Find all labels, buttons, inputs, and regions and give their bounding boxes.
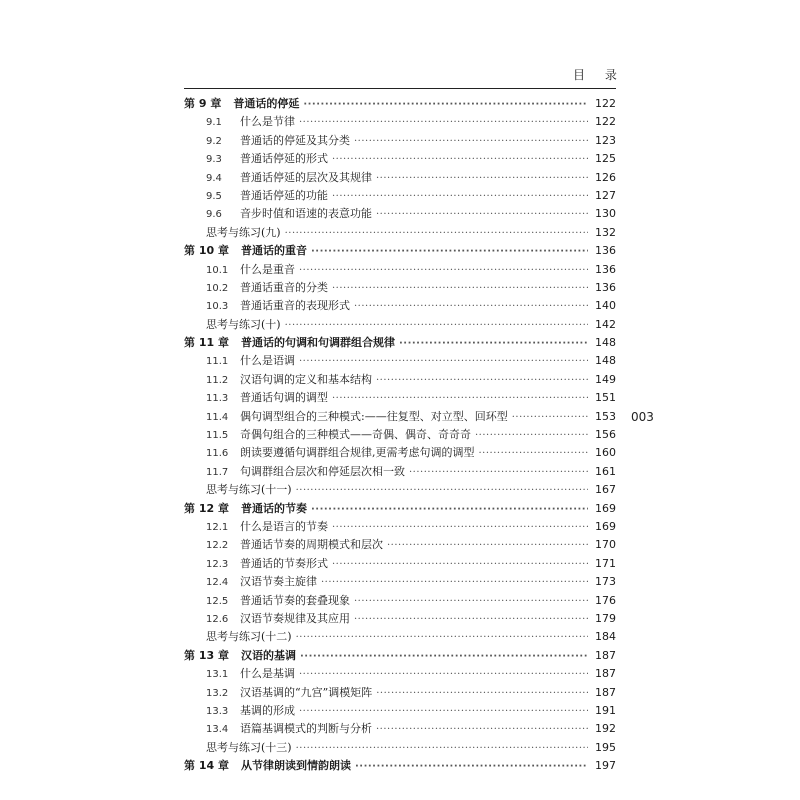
- toc-entry-title: 语篇基调模式的判断与分析: [240, 722, 372, 736]
- toc-entry-page: 169: [595, 501, 616, 515]
- toc-exercise-entry[interactable]: [184, 481, 616, 499]
- dot-leader: [355, 758, 588, 775]
- toc-entry-number: 9.5: [206, 190, 222, 202]
- dot-leader: [376, 170, 588, 187]
- toc-section-entry[interactable]: [184, 408, 616, 426]
- toc-entry-title: 普通话的节奏形式: [240, 556, 328, 570]
- toc-entry-title: 音步时值和语速的表意功能: [240, 207, 372, 221]
- toc-header-title: 目 录: [573, 68, 618, 82]
- toc-chapter-entry[interactable]: [184, 757, 616, 775]
- toc-entry-title: 普通话的句调和句调群组合规律: [240, 336, 395, 350]
- toc-entry-page: 184: [595, 630, 616, 644]
- toc-entry-page: 173: [595, 575, 616, 589]
- toc-entry-page: 170: [595, 538, 616, 552]
- toc-entry-page: 153: [595, 409, 616, 423]
- dot-leader: [332, 556, 588, 573]
- toc-entry-number: 第 14 章: [184, 759, 229, 773]
- table-of-contents: [184, 95, 616, 775]
- dot-leader: [354, 133, 588, 150]
- toc-entry-page: 149: [595, 372, 616, 386]
- toc-section-entry[interactable]: [184, 187, 616, 205]
- toc-section-entry[interactable]: [184, 261, 616, 279]
- toc-entry-page: 156: [595, 428, 616, 442]
- toc-entry-title: 普通话的停延及其分类: [240, 133, 350, 147]
- header-divider: [184, 88, 616, 89]
- toc-section-entry[interactable]: [184, 702, 616, 720]
- toc-entry-page: 187: [595, 685, 616, 699]
- toc-entry-number: 第 13 章: [184, 648, 229, 662]
- toc-entry-page: 176: [595, 593, 616, 607]
- toc-entry-number: 11.6: [206, 448, 229, 460]
- toc-entry-title: 普通话的停延: [233, 97, 300, 110]
- toc-entry-title: 什么是语调: [240, 354, 295, 368]
- toc-section-entry[interactable]: [184, 536, 616, 554]
- toc-entry-title: 什么是语言的节奏: [240, 519, 328, 533]
- toc-entry-title: 汉语节奏规律及其应用: [240, 611, 350, 625]
- toc-entry-number: 10.1: [206, 264, 229, 276]
- toc-entry-title: 偶句调型组合的三种模式:——往复型、对立型、回环型: [240, 409, 508, 423]
- toc-entry-number: 11.5: [206, 430, 229, 442]
- toc-entry-number: 第 10 章: [184, 244, 229, 258]
- toc-entry-title: 汉语基调的“九宫”调模矩阵: [240, 685, 373, 699]
- toc-entry-title: 普通话句调的调型: [240, 391, 328, 405]
- toc-entry-number: 12.6: [206, 613, 229, 625]
- toc-entry-number: 12.3: [206, 558, 229, 570]
- dot-leader: [332, 390, 588, 407]
- toc-entry-number: 11.7: [206, 466, 229, 478]
- toc-section-entry[interactable]: [184, 720, 616, 738]
- toc-section-entry[interactable]: [184, 592, 616, 610]
- toc-entry-page: 191: [595, 703, 616, 717]
- toc-section-entry[interactable]: [184, 297, 616, 315]
- toc-entry-page: 179: [595, 611, 616, 625]
- toc-entry-title: 汉语节奏主旋律: [240, 575, 317, 589]
- toc-entry-title: 什么是节律: [240, 115, 295, 129]
- toc-entry-number: 9.6: [206, 209, 222, 221]
- toc-section-entry[interactable]: [184, 169, 616, 187]
- toc-entry-number: 10.3: [206, 301, 229, 313]
- dot-leader: [299, 666, 588, 683]
- dot-leader: [296, 482, 588, 499]
- page-number: 003: [631, 410, 654, 424]
- toc-entry-page: 148: [595, 336, 616, 350]
- toc-exercise-entry[interactable]: [184, 316, 616, 334]
- toc-chapter-entry[interactable]: [184, 242, 616, 260]
- toc-entry-page: 136: [595, 244, 616, 258]
- toc-section-entry[interactable]: [184, 279, 616, 297]
- dot-leader: [332, 188, 588, 205]
- toc-entry-page: 160: [595, 446, 616, 460]
- toc-entry-title: 什么是基调: [240, 667, 295, 681]
- dot-leader: [299, 262, 588, 279]
- toc-entry-number: 13.4: [206, 724, 229, 736]
- toc-entry-page: 192: [595, 722, 616, 736]
- toc-entry-number: 12.4: [206, 577, 229, 589]
- toc-entry-title: 汉语句调的定义和基本结构: [240, 372, 372, 386]
- dot-leader: [376, 372, 588, 389]
- toc-chapter-entry[interactable]: [184, 647, 616, 665]
- toc-entry-title: 普通话节奏的周期模式和层次: [240, 538, 383, 552]
- toc-entry-number: 12.2: [206, 540, 229, 552]
- toc-entry-title: 普通话的重音: [240, 244, 307, 258]
- toc-section-entry[interactable]: [184, 113, 616, 131]
- dot-leader: [354, 298, 588, 315]
- toc-section-entry[interactable]: [184, 463, 616, 481]
- toc-section-entry[interactable]: [184, 389, 616, 407]
- toc-chapter-entry[interactable]: [184, 334, 616, 352]
- toc-entry-number: 10.2: [206, 282, 229, 294]
- toc-section-entry[interactable]: [184, 573, 616, 591]
- dot-leader: [376, 206, 588, 223]
- dot-leader: [296, 740, 588, 757]
- toc-entry-page: 151: [595, 391, 616, 405]
- toc-chapter-entry[interactable]: [184, 500, 616, 518]
- toc-section-entry[interactable]: [184, 555, 616, 573]
- toc-entry-title: 思考与练习(十): [206, 317, 281, 331]
- toc-entry-page: 125: [595, 152, 616, 166]
- dot-leader: [299, 353, 588, 370]
- dot-leader: [321, 574, 588, 591]
- dot-leader: [475, 427, 588, 444]
- toc-entry-page: 167: [595, 483, 616, 497]
- toc-entry-number: 第 11 章: [184, 336, 229, 350]
- dot-leader: [387, 537, 588, 554]
- dot-leader: [409, 464, 588, 481]
- toc-entry-number: 11.2: [206, 374, 229, 386]
- toc-entry-title: 思考与练习(九): [206, 225, 281, 239]
- dot-leader: [479, 445, 589, 462]
- toc-entry-number: 12.1: [206, 521, 229, 533]
- dot-leader: [376, 721, 588, 738]
- toc-entry-page: 195: [595, 740, 616, 754]
- toc-section-entry[interactable]: [184, 518, 616, 536]
- toc-entry-title: 什么是重音: [240, 262, 295, 276]
- toc-section-entry[interactable]: [184, 352, 616, 370]
- toc-section-entry[interactable]: [184, 132, 616, 150]
- toc-section-entry[interactable]: [184, 665, 616, 683]
- toc-entry-number: 9.3: [206, 154, 222, 166]
- toc-entry-page: 171: [595, 556, 616, 570]
- dot-leader: [303, 96, 588, 113]
- toc-entry-number: 第 9 章: [184, 97, 222, 110]
- dot-leader: [332, 151, 588, 168]
- toc-entry-page: 140: [595, 299, 616, 313]
- toc-entry-title: 句调群组合层次和停延层次相一致: [240, 464, 405, 478]
- dot-leader: [332, 280, 588, 297]
- toc-entry-page: 126: [595, 170, 616, 184]
- toc-entry-page: 161: [595, 464, 616, 478]
- toc-entry-number: 9.4: [206, 172, 222, 184]
- toc-entry-page: 136: [595, 262, 616, 276]
- toc-exercise-entry[interactable]: [184, 628, 616, 646]
- toc-section-entry[interactable]: [184, 371, 616, 389]
- toc-section-entry[interactable]: [184, 444, 616, 462]
- dot-leader: [332, 519, 588, 536]
- toc-entry-page: 122: [595, 115, 616, 129]
- toc-entry-number: 13.2: [206, 687, 229, 699]
- dot-leader: [285, 317, 588, 334]
- toc-section-entry[interactable]: [184, 610, 616, 628]
- toc-entry-title: 基调的形成: [240, 703, 295, 717]
- dot-leader: [300, 648, 588, 665]
- toc-entry-page: 148: [595, 354, 616, 368]
- toc-entry-page: 127: [595, 188, 616, 202]
- toc-section-entry[interactable]: [184, 426, 616, 444]
- dot-leader: [354, 593, 588, 610]
- dot-leader: [311, 243, 588, 260]
- dot-leader: [512, 409, 588, 426]
- dot-leader: [311, 501, 588, 518]
- toc-entry-title: 普通话停延的层次及其规律: [240, 170, 372, 184]
- toc-entry-number: 11.4: [206, 411, 229, 423]
- toc-entry-title: 朗读要遵循句调群组合规律,更需考虑句调的调型: [240, 446, 475, 460]
- toc-entry-title: 奇偶句组合的三种模式——奇偶、偶奇、奇奇奇: [240, 428, 471, 442]
- toc-entry-page: 197: [595, 759, 616, 773]
- toc-entry-title: 普通话重音的分类: [240, 280, 328, 294]
- toc-entry-number: 9.1: [206, 117, 222, 129]
- toc-entry-number: 13.1: [206, 669, 229, 681]
- toc-entry-title: 思考与练习(十三): [206, 740, 292, 754]
- toc-section-entry[interactable]: [184, 684, 616, 702]
- toc-entry-page: 123: [595, 133, 616, 147]
- toc-entry-title: 普通话节奏的套叠现象: [240, 593, 350, 607]
- toc-entry-title: 汉语的基调: [240, 648, 296, 662]
- dot-leader: [285, 225, 588, 242]
- toc-entry-number: 13.3: [206, 705, 229, 717]
- dot-leader: [399, 335, 588, 352]
- toc-chapter-entry[interactable]: [184, 95, 616, 113]
- toc-entry-page: 122: [595, 97, 616, 110]
- toc-entry-page: 169: [595, 519, 616, 533]
- dot-leader: [376, 685, 588, 702]
- toc-entry-number: 11.1: [206, 356, 229, 368]
- toc-entry-page: 187: [595, 667, 616, 681]
- dot-leader: [299, 703, 588, 720]
- toc-exercise-entry[interactable]: [184, 224, 616, 242]
- toc-entry-title: 从节律朗读到情韵朗读: [240, 759, 351, 773]
- toc-entry-page: 136: [595, 280, 616, 294]
- toc-entry-title: 普通话的节奏: [240, 501, 307, 515]
- toc-section-entry[interactable]: [184, 205, 616, 223]
- toc-exercise-entry[interactable]: [184, 739, 616, 757]
- toc-section-entry[interactable]: [184, 150, 616, 168]
- toc-entry-title: 思考与练习(十一): [206, 483, 292, 497]
- toc-entry-title: 普通话停延的形式: [240, 152, 328, 166]
- toc-entry-number: 9.2: [206, 135, 222, 147]
- toc-entry-title: 思考与练习(十二): [206, 630, 292, 644]
- toc-entry-title: 普通话重音的表现形式: [240, 299, 350, 313]
- toc-entry-number: 11.3: [206, 393, 229, 405]
- toc-entry-page: 132: [595, 225, 616, 239]
- toc-entry-number: 第 12 章: [184, 501, 229, 515]
- dot-leader: [354, 611, 588, 628]
- toc-entry-number: 12.5: [206, 595, 229, 607]
- toc-entry-page: 130: [595, 207, 616, 221]
- toc-entry-page: 187: [595, 648, 616, 662]
- toc-entry-title: 普通话停延的功能: [240, 188, 328, 202]
- dot-leader: [296, 629, 588, 646]
- toc-entry-page: 142: [595, 317, 616, 331]
- dot-leader: [299, 114, 588, 131]
